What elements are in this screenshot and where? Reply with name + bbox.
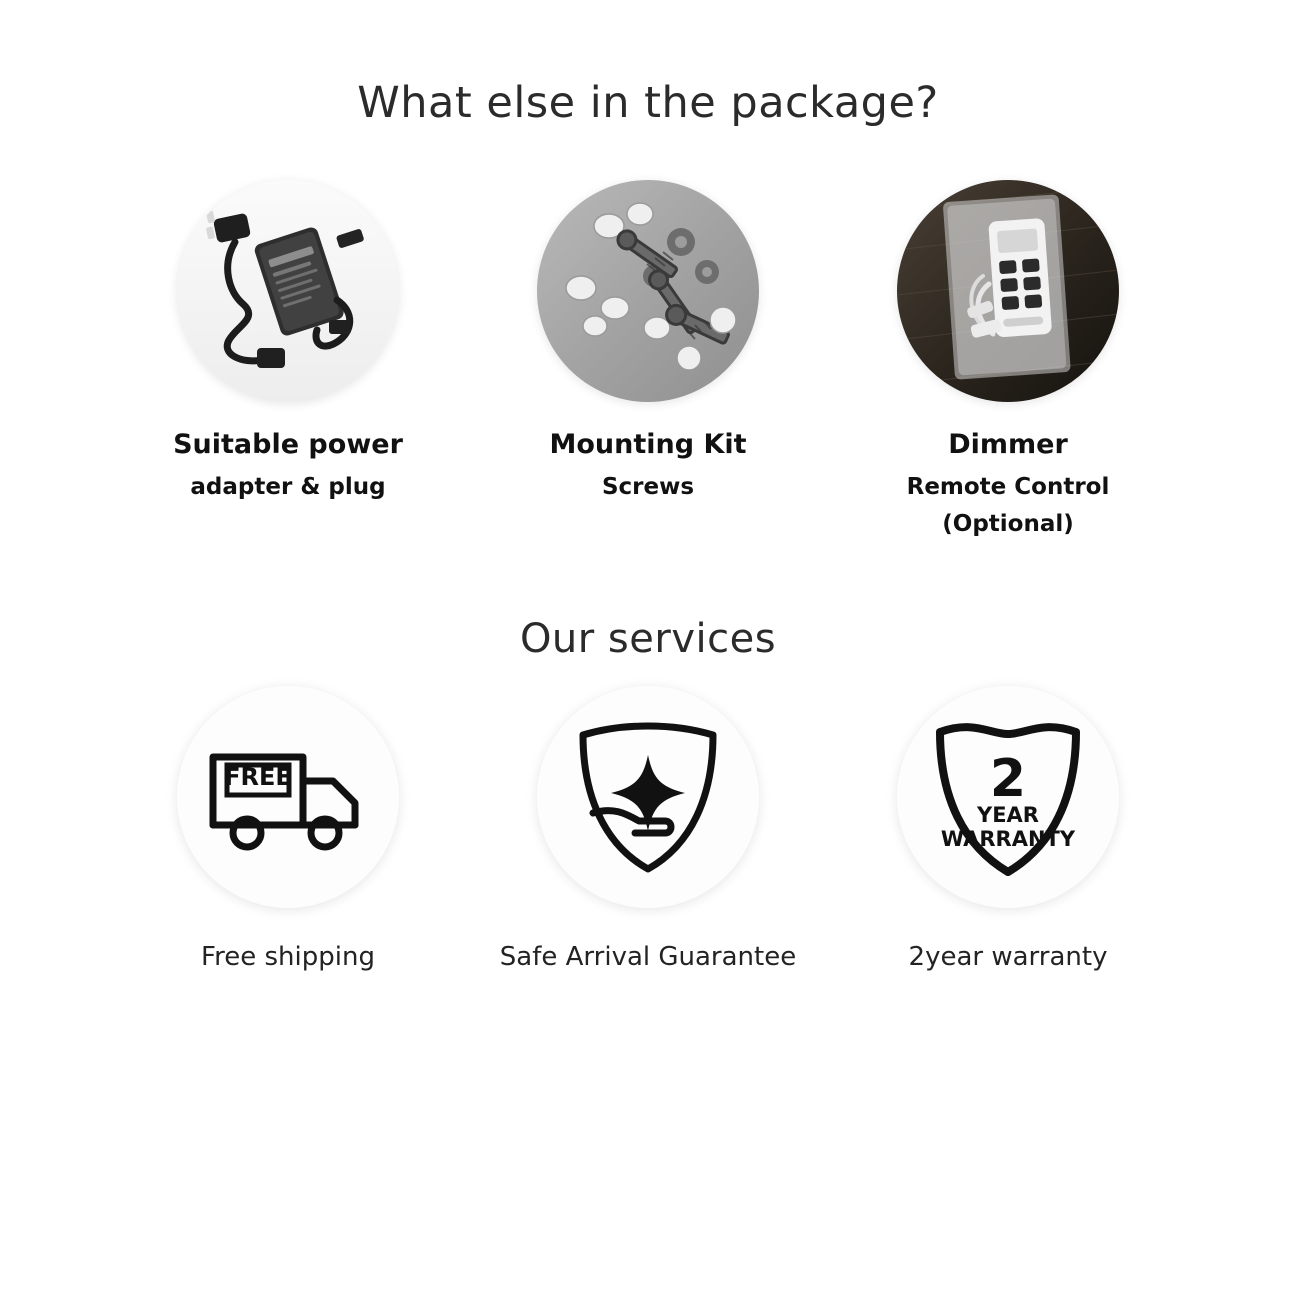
services-section-title: Our services bbox=[519, 615, 777, 662]
package-item-dimmer bbox=[828, 180, 1188, 540]
package-item-mounting-kit bbox=[468, 180, 828, 503]
warranty-warranty-text: WARRANTY bbox=[940, 826, 1076, 851]
free-shipping-truck-icon bbox=[203, 737, 373, 857]
service-icon-wrapper bbox=[177, 686, 399, 908]
service-item-free-shipping bbox=[108, 686, 468, 972]
service-icon-wrapper bbox=[897, 686, 1119, 908]
service-icon-wrapper bbox=[537, 686, 759, 908]
package-item-label: Suitable power bbox=[173, 429, 403, 460]
package-section-title: What else in the package? bbox=[357, 78, 939, 128]
power-adapter-photo bbox=[177, 180, 399, 402]
package-item-sub: Screws bbox=[601, 473, 695, 500]
warranty-year-text: YEAR bbox=[977, 802, 1039, 827]
screws-hardware-photo bbox=[537, 180, 759, 402]
free-badge-text: FREE bbox=[224, 762, 292, 791]
package-item-power bbox=[108, 180, 468, 503]
package-item-sub-optional: (Optional) bbox=[942, 510, 1074, 537]
service-item-warranty bbox=[828, 686, 1188, 972]
warranty-shield-icon bbox=[928, 712, 1088, 882]
remote-control-bag-photo bbox=[897, 180, 1119, 402]
package-item-label: Dimmer bbox=[948, 429, 1068, 460]
package-item-label: Mounting Kit bbox=[549, 429, 747, 460]
service-label: Safe Arrival Guarantee bbox=[499, 941, 797, 972]
service-item-safe-arrival bbox=[468, 686, 828, 972]
package-item-sub: adapter & plug bbox=[190, 473, 386, 500]
services-section bbox=[0, 606, 1296, 972]
package-item-sub: Remote Control bbox=[906, 473, 1110, 500]
package-items-row bbox=[0, 180, 1296, 540]
service-label: Free shipping bbox=[201, 941, 375, 972]
warranty-number: 2 bbox=[989, 748, 1027, 809]
service-label: 2year warranty bbox=[908, 941, 1108, 972]
services-items-row bbox=[0, 686, 1296, 972]
safe-arrival-shield-hand-icon bbox=[573, 717, 723, 877]
